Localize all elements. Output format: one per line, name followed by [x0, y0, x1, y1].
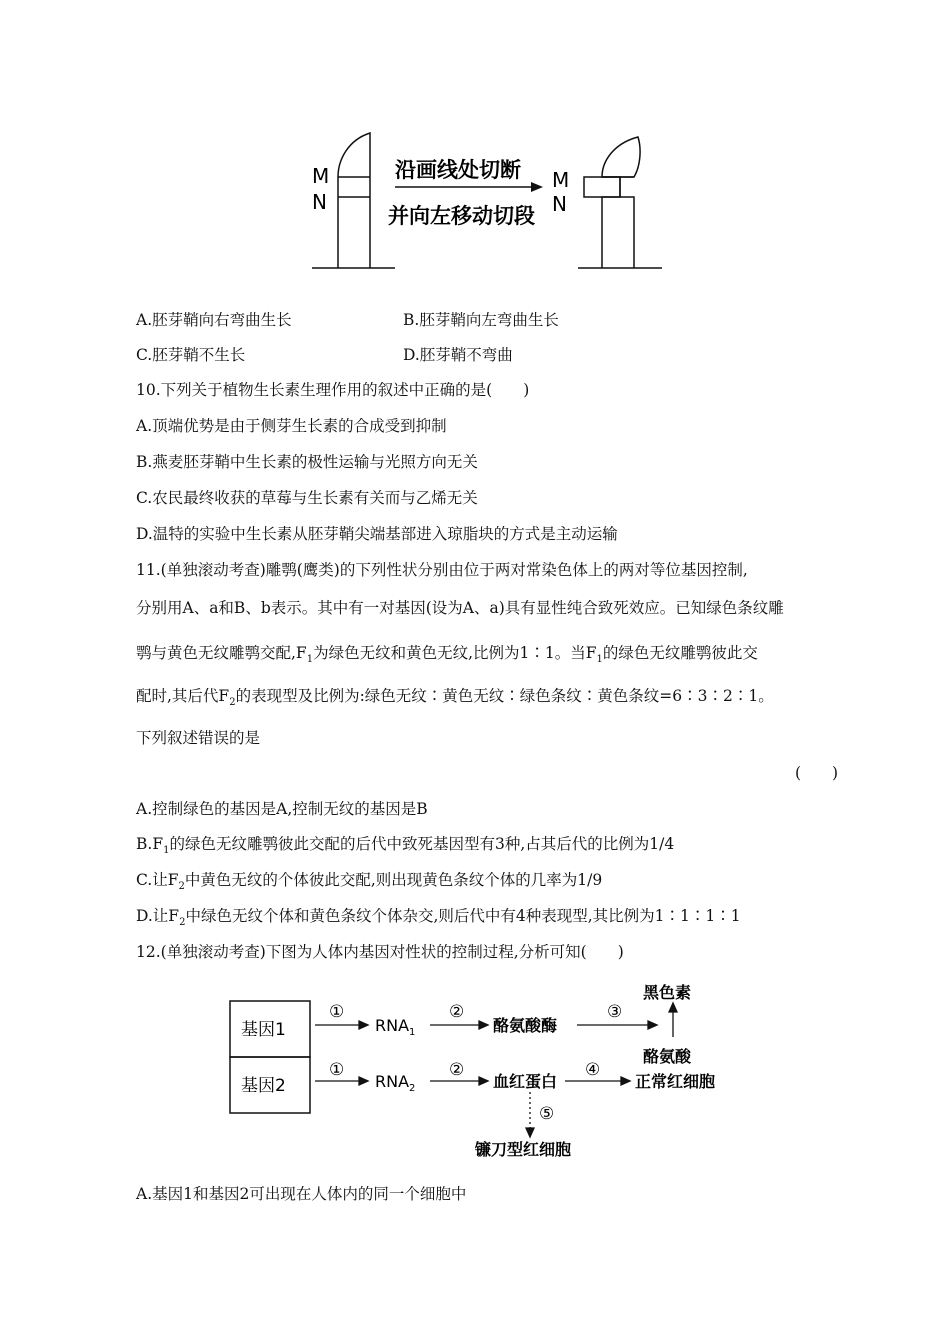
- enzyme-label: 酪氨酸酶: [493, 1016, 558, 1035]
- q11-stem-line5: 下列叙述错误的是: [136, 729, 261, 747]
- arrow-label-bottom: 并向左移动切段: [388, 204, 535, 228]
- label-n-left: N: [312, 190, 327, 214]
- sickle-rbc-label: 镰刀型红细胞: [475, 1140, 572, 1159]
- right-arrow: [395, 182, 543, 192]
- q11-option-a: A.控制绿色的基因是A,控制无纹的基因是B: [136, 800, 428, 818]
- q12-option-a: A.基因1和基因2可出现在人体内的同一个细胞中: [136, 1185, 467, 1203]
- step3: ③: [607, 1002, 623, 1022]
- q10-option-b: B.燕麦胚芽鞘中生长素的极性运输与光照方向无关: [136, 453, 478, 471]
- step4: ④: [585, 1060, 601, 1080]
- q11-stem-line1: 11.(单独滚动考查)雕鹗(鹰类)的下列性状分别由位于两对常染色体上的两对等位基因控制,: [136, 561, 748, 579]
- label-m-right: M: [552, 168, 570, 192]
- q10-option-c: C.农民最终收获的草莓与生长素有关而与乙烯无关: [136, 489, 478, 507]
- gene-pathway-figure: [225, 975, 745, 1165]
- q11-option-c: C.让$F_2$中黄色无纹的个体彼此交配,则出现黄色条纹个体的几率为1/9: [136, 871, 603, 893]
- right-coleoptile: [578, 137, 662, 268]
- q11-stem-line4: 配时,其后代$F_2$的表现型及比例为:绿色无纹∶黄色无纹∶绿色条纹∶黄色条纹=6∶3∶2∶1。: [136, 687, 774, 709]
- q10-option-d: D.温特的实验中生长素从胚芽鞘尖端基部进入琼脂块的方式是主动运输: [136, 525, 618, 543]
- normal-rbc-label: 正常红细胞: [635, 1072, 716, 1091]
- q9-option-d: D.胚芽鞘不弯曲: [403, 346, 513, 364]
- q11-option-b: $B.F_1$的绿色无纹雕鹗彼此交配的后代中致死基因型有3种,占其后代的比例为1/4: [136, 835, 675, 857]
- step2-row1: ②: [449, 1002, 465, 1022]
- coleoptile-figure: [300, 125, 670, 275]
- step5: ⑤: [539, 1104, 555, 1124]
- rna1-label: $RNA_1$: [375, 1016, 416, 1038]
- q11-stem-line3: 鹗与黄色无纹雕鹗交配$,F_1$为绿色无纹和黄色无纹,比例为1∶1。当$F_1$的绿色无纹雕鹗彼此交: [136, 644, 758, 666]
- label-n-right: N: [552, 192, 567, 216]
- step1-row1: ①: [329, 1002, 345, 1022]
- q9-option-b: B.胚芽鞘向左弯曲生长: [403, 311, 559, 329]
- q11-stem-line2: 分别用A、a和B、b表示。其中有一对基因(设为A、a)具有显性纯合致死效应。已知绿色条纹雕: [136, 599, 784, 617]
- step1-row2: ①: [329, 1060, 345, 1080]
- q9-option-c: C.胚芽鞘不生长: [136, 346, 246, 364]
- q12-stem: 12.(单独滚动考查)下图为人体内基因对性状的控制过程,分析可知( ): [136, 943, 624, 961]
- tyrosine-label: 酪氨酸: [643, 1047, 692, 1066]
- rna2-label: $RNA_2$: [375, 1072, 416, 1094]
- melanin-label: 黑色素: [643, 983, 692, 1002]
- arrow-label-top: 沿画线处切断: [395, 158, 521, 182]
- q9-option-a: A.胚芽鞘向右弯曲生长: [136, 311, 292, 329]
- hemoglobin-label: 血红蛋白: [493, 1072, 558, 1091]
- label-m-left: M: [312, 164, 330, 188]
- row2-arrows: [315, 1077, 630, 1137]
- q11-option-d: D.让$F_2$中绿色无纹个体和黄色条纹个体杂交,则后代中有4种表现型,其比例为1∶1∶1∶1: [136, 907, 741, 929]
- gene1-label: 基因1: [241, 1020, 286, 1040]
- gene2-label: 基因2: [241, 1076, 286, 1096]
- q10-option-a: A.顶端优势是由于侧芽生长素的合成受到抑制: [136, 417, 447, 435]
- q10-stem: 10.下列关于植物生长素生理作用的叙述中正确的是( ): [136, 381, 530, 399]
- step2-row2: ②: [449, 1060, 465, 1080]
- q11-answer-bracket: ( ): [795, 764, 839, 782]
- gene-boxes: [230, 1001, 310, 1113]
